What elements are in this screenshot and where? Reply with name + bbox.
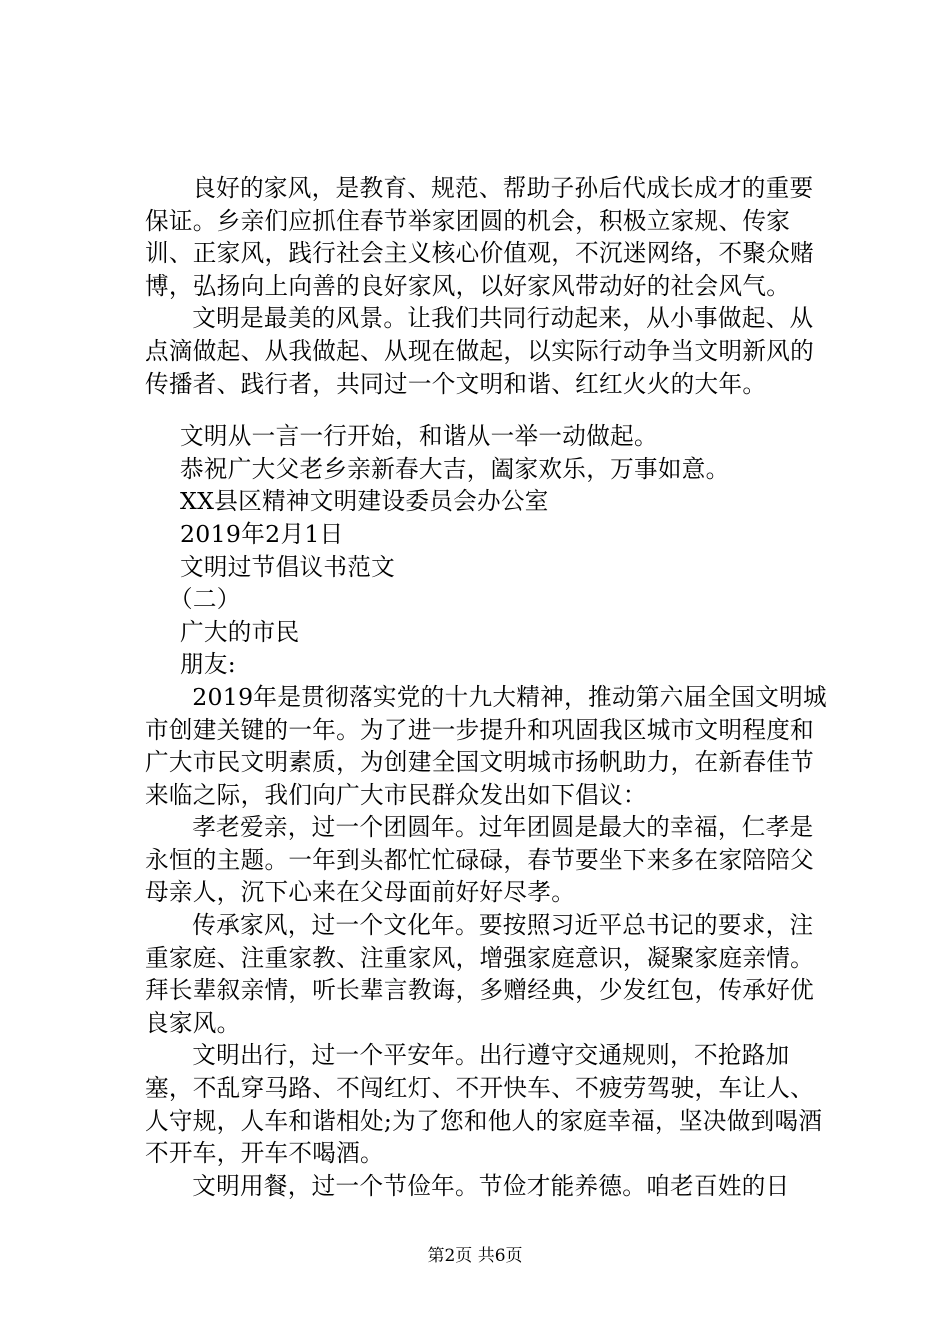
date-line: 2019年2月1日 xyxy=(180,519,344,548)
paragraph-civilized-dining: 文明用餐，过一个节俭年。节俭才能养德。咱老百姓的日 xyxy=(192,1171,790,1200)
issuer-line: XX县区精神文明建设委员会办公室 xyxy=(180,487,549,516)
section-title: 文明过节倡议书范文 xyxy=(180,552,396,581)
page-footer: 第2页 共6页 xyxy=(427,1246,523,1266)
paragraph-family-style: 良好的家风，是教育、规范、帮助子孙后代成长成才的重要保证。乡亲们应抓住春节举家团圆的机会，积极立家规、传家训、正家风，践行社会主义核心价值观，不沉迷网络，不聚众赌博，弘扬向上向善的良好家风，以好家风带动好的社会风气。 xyxy=(145,174,815,300)
slogan-line: 文明从一言一行开始，和谐从一举一动做起。 xyxy=(180,422,658,451)
paragraph-filial-piety: 孝老爱亲，过一个团圆年。过年团圆是最大的幸福，仁孝是永恒的主题。一年到头都忙忙碌碌，春节要坐下来多在家陪陪父母亲人，沉下心来在父母面前好好尽孝。 xyxy=(145,813,815,907)
paragraph-gap xyxy=(145,400,835,420)
paragraph-inherit-family-style: 传承家风，过一个文化年。要按照习近平总书记的要求，注重家庭、注重家教、注重家风，增强家庭意识，凝聚家庭亲情。拜长辈叙亲情，听长辈言教诲，多赠经典，少发红包，传承好优良家风。 xyxy=(145,911,815,1037)
paragraph-civilization-scenery: 文明是最美的风景。让我们共同行动起来，从小事做起、从点滴做起、从我做起、从现在做起，以实际行动争当文明新风的传播者、践行者，共同过一个文明和谐、红红火火的大年。 xyxy=(145,304,815,398)
salutation-line-1: 广大的市民 xyxy=(180,617,300,646)
section-number: （二） xyxy=(169,585,241,614)
paragraph-civilized-travel: 文明出行，过一个平安年。出行遵守交通规则，不抢路加塞，不乱穿马路、不闯红灯、不开快车、不疲劳驾驶，车让人、人守规，人车和谐相处;为了您和他人的家庭幸福，坚决做到喝酒不开车，开车不喝酒。 xyxy=(145,1041,823,1168)
salutation-line-2: 朋友: xyxy=(180,650,237,679)
greeting-line: 恭祝广大父老乡亲新春大吉，阖家欢乐，万事如意。 xyxy=(180,454,730,483)
document-body xyxy=(145,172,835,1202)
paragraph-intro-2019: 2019年是贯彻落实党的十九大精神，推动第六届全国文明城市创建关键的一年。为了进一步提升和巩固我区城市文明程度和广大市民文明素质，为创建全国文明城市扬帆助力，在新春佳节来临之际，我们向广大市民群众发出如下倡议： xyxy=(145,682,827,809)
